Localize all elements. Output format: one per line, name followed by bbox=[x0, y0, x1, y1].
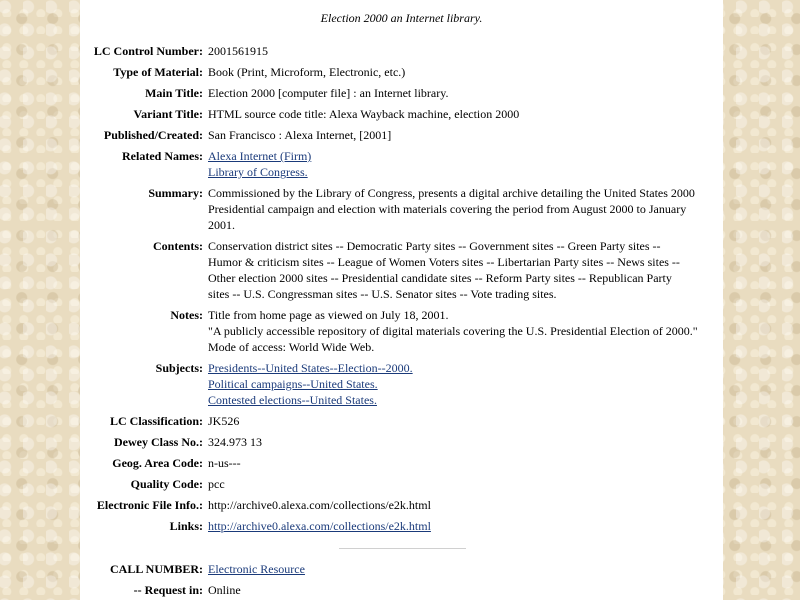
call-number-block bbox=[80, 561, 713, 600]
page-title: Election 2000 an Internet library. bbox=[320, 11, 483, 25]
related-name-link[interactable]: Library of Congress. bbox=[208, 165, 308, 179]
field-value: 2001561915 bbox=[208, 44, 268, 58]
note-line: "A publicly accessible repository of digital materials covering the U.S. Presidential Election of 2000." bbox=[208, 324, 698, 338]
call-number-row bbox=[80, 561, 713, 582]
field-label: Notes: bbox=[170, 308, 203, 322]
field-value bbox=[208, 518, 713, 539]
call-number-value bbox=[208, 561, 713, 582]
field-label: Geog. Area Code: bbox=[112, 456, 203, 470]
record-page bbox=[80, 0, 723, 600]
note-line: Mode of access: World Wide Web. bbox=[208, 340, 375, 354]
record-row-electronic-file bbox=[80, 497, 713, 518]
field-label: Dewey Class No.: bbox=[114, 435, 203, 449]
record-row-type bbox=[80, 64, 713, 85]
field-value: JK526 bbox=[208, 414, 240, 428]
field-label: Contents: bbox=[153, 239, 203, 253]
bibliographic-record bbox=[80, 43, 713, 539]
field-label: LC Control Number: bbox=[93, 44, 203, 58]
field-label: LC Classification: bbox=[110, 414, 203, 428]
section-divider bbox=[339, 548, 466, 549]
subject-link[interactable]: Contested elections--United States. bbox=[208, 393, 377, 407]
field-label: Main Title: bbox=[145, 86, 203, 100]
field-label: Published/Created: bbox=[103, 128, 203, 142]
field-value bbox=[208, 360, 713, 413]
record-row-published bbox=[80, 127, 713, 148]
contents-line: Other election 2000 sites -- Presidential candidate sites -- Reform Party sites -- Republican Party bbox=[208, 271, 672, 285]
request-in-row bbox=[80, 582, 713, 600]
field-label: Type of Material: bbox=[113, 65, 203, 79]
field-value bbox=[208, 307, 713, 360]
field-value: Book (Print, Microform, Electronic, etc.) bbox=[208, 65, 406, 79]
call-number-link[interactable]: Electronic Resource bbox=[208, 562, 305, 576]
electronic-resource-link[interactable]: http://archive0.alexa.com/collections/e2k.html bbox=[208, 519, 431, 533]
subject-link[interactable]: Political campaigns--United States. bbox=[208, 377, 378, 391]
record-row-lc-classification bbox=[80, 413, 713, 434]
field-value: http://archive0.alexa.com/collections/e2k.html bbox=[208, 498, 431, 512]
field-value bbox=[208, 238, 713, 307]
field-value: HTML source code title: Alexa Wayback machine, election 2000 bbox=[208, 107, 520, 121]
field-value: San Francisco : Alexa Internet, [2001] bbox=[208, 128, 392, 142]
field-value: pcc bbox=[208, 477, 225, 491]
record-row-quality bbox=[80, 476, 713, 497]
summary-line: 2001. bbox=[208, 218, 235, 232]
record-row-lccn bbox=[80, 43, 713, 64]
call-number-label: CALL NUMBER: bbox=[109, 562, 203, 576]
request-in-label: -- Request in: bbox=[133, 583, 203, 597]
related-name-link[interactable]: Alexa Internet (Firm) bbox=[208, 149, 312, 163]
field-label: Quality Code: bbox=[130, 477, 203, 491]
record-row-geog-area bbox=[80, 455, 713, 476]
record-row-dewey bbox=[80, 434, 713, 455]
record-row-variant-title bbox=[80, 106, 713, 127]
record-row-subjects bbox=[80, 360, 713, 413]
field-label: Subjects: bbox=[155, 361, 203, 375]
record-row-notes bbox=[80, 307, 713, 360]
field-value: 324.973 13 bbox=[208, 435, 262, 449]
summary-line: Commissioned by the Library of Congress, presents a digital archive detailing the United States 2000 bbox=[208, 186, 695, 200]
record-row-links bbox=[80, 518, 713, 539]
field-value: n-us--- bbox=[208, 456, 241, 470]
record-row-main-title bbox=[80, 85, 713, 106]
field-value bbox=[208, 185, 713, 238]
note-line: Title from home page as viewed on July 18, 2001. bbox=[208, 308, 449, 322]
field-value bbox=[208, 148, 713, 185]
contents-line: Humor & criticism sites -- League of Women Voters sites -- Libertarian Party sites -- News sites -- bbox=[208, 255, 680, 269]
field-label: Links: bbox=[169, 519, 203, 533]
contents-line: Conservation district sites -- Democratic Party sites -- Government sites -- Green Party sites -- bbox=[208, 239, 661, 253]
field-label: Electronic File Info.: bbox=[96, 498, 203, 512]
field-label: Variant Title: bbox=[133, 107, 203, 121]
field-label: Summary: bbox=[148, 186, 203, 200]
field-value: Election 2000 [computer file] : an Internet library. bbox=[208, 86, 449, 100]
field-label: Related Names: bbox=[122, 149, 203, 163]
contents-line: sites -- U.S. Congressman sites -- U.S. Senator sites -- Vote trading sites. bbox=[208, 287, 557, 301]
record-row-summary bbox=[80, 185, 713, 238]
summary-line: Presidential campaign and election with materials covering the period from August 2000 to January bbox=[208, 202, 687, 216]
subject-link[interactable]: Presidents--United States--Election--2000. bbox=[208, 361, 413, 375]
record-row-related-names bbox=[80, 148, 713, 185]
record-row-contents bbox=[80, 238, 713, 307]
request-in-value: Online bbox=[208, 583, 241, 597]
